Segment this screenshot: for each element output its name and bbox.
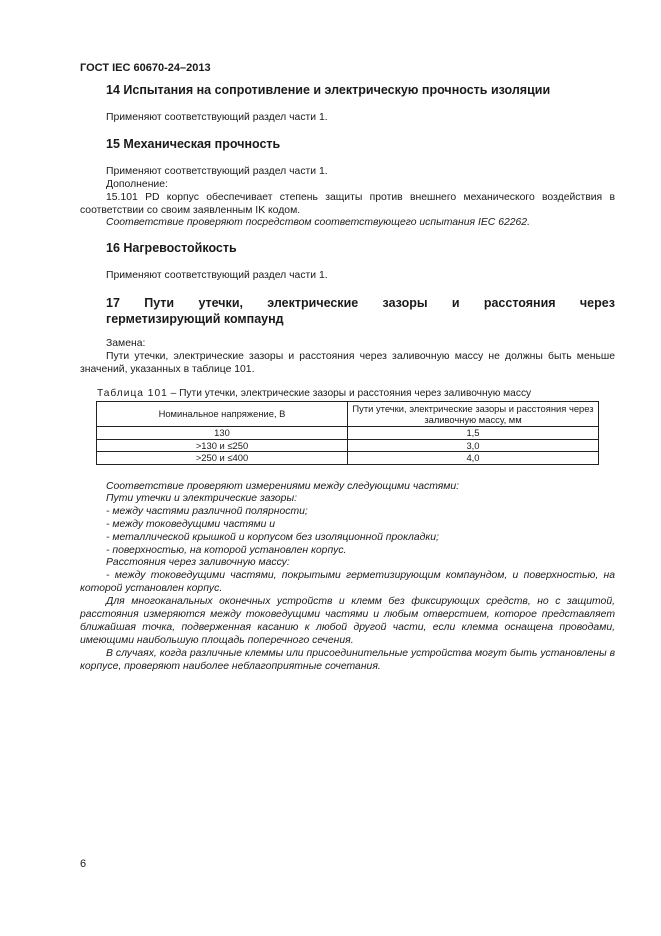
cell-voltage: >250 и ≤400 (97, 452, 348, 465)
section-14-text: Применяют соответствующий раздел части 1. (106, 112, 328, 123)
cell-voltage: 130 (97, 427, 348, 440)
compliance-compound: Расстояния через заливочную массу: (106, 557, 290, 568)
section-15-101-text: 15.101 PD корпус обеспечивает степень защиты против внешнего механического воздействия в соответствии со своим заявленным IK кодом. (80, 192, 615, 216)
title-word: расстояния (483, 296, 556, 310)
table-row (97, 427, 599, 440)
document-header: ГОСТ IEC 60670-24–2013 (80, 62, 211, 74)
section-15-addition-label: Дополнение: (106, 179, 168, 190)
header-voltage: Номинальное напряжение, В (97, 402, 348, 427)
compliance-item: - между токоведущими частями и (106, 519, 276, 530)
title-word: Пути (144, 296, 175, 310)
title-word: через (579, 296, 615, 310)
compliance-creepage: Пути утечки и электрические зазоры: (106, 493, 297, 504)
title-word: утечки, (198, 296, 243, 310)
section-15-compliance: Соответствие проверяют посредством соответствующего испытания IEC 62262. (106, 217, 530, 228)
header-distances: Пути утечки, электрические зазоры и расстояния через заливочную массу, мм (348, 402, 599, 427)
title-word: 17 (106, 296, 120, 310)
section-16-text: Применяют соответствующий раздел части 1. (106, 270, 328, 281)
compliance-item: - между токоведущими частями, покрытыми герметизирующим компаундом, и поверхностью, на которой установлен корпус. (80, 570, 615, 594)
section-16-title: 16 Нагревостойкость (106, 241, 237, 255)
page-number: 6 (80, 858, 87, 870)
title-word: и (451, 296, 460, 310)
section-15-title: 15 Механическая прочность (106, 137, 281, 151)
table-header-row (97, 402, 599, 427)
title-word: зазоры (382, 296, 428, 310)
table-row (97, 452, 599, 465)
title-line-2: герметизирующий компаунд (106, 312, 284, 326)
table-101 (96, 401, 599, 465)
section-15-text-1: Применяют соответствующий раздел части 1. (106, 166, 328, 177)
section-17-title (106, 295, 615, 327)
section-14-title: 14 Испытания на сопротивление и электрическую прочность изоляции (106, 83, 551, 97)
title-word: электрические (267, 296, 359, 310)
compliance-item: - поверхностью, на которой установлен корпус. (106, 545, 347, 556)
compliance-intro: Соответствие проверяют измерениями между следующими частями: (106, 481, 460, 492)
section-17-replacement-label: Замена: (106, 338, 146, 349)
table-label: Таблица 101 (97, 388, 168, 399)
cell-distance: 3,0 (348, 439, 599, 452)
compliance-item: - между частями различной полярности; (106, 506, 308, 517)
section-17-text: Пути утечки, электрические зазоры и расстояния через заливочную массу не должны быть меньше значений, указанных в таблице 101. (80, 351, 615, 375)
compliance-multichannel: Для многоканальных оконечных устройств и клемм без фиксирующих средств, но с защитой, расстояния измеряются между токоведущими частями и любым отверстием, которое представляет ближайшая точка, подверженная касанию к любой другой части, если клемма оснащена проводами, имеющими наибольшую площадь поперечного сечения. (80, 596, 615, 646)
compliance-combinations: В случаях, когда различные клеммы или присоединительные устройства могут быть установлены в корпусе, проверяют наиболее неблагоприятные сочетания. (80, 648, 615, 672)
table-101-caption (97, 388, 531, 399)
table-row (97, 439, 599, 452)
cell-distance: 1,5 (348, 427, 599, 440)
compliance-item: - металлической крышкой и корпусом без изоляционной прокладки; (106, 532, 439, 543)
table-caption-text: – Пути утечки, электрические зазоры и расстояния через заливочную массу (167, 388, 532, 399)
cell-voltage: >130 и ≤250 (97, 439, 348, 452)
cell-distance: 4,0 (348, 452, 599, 465)
